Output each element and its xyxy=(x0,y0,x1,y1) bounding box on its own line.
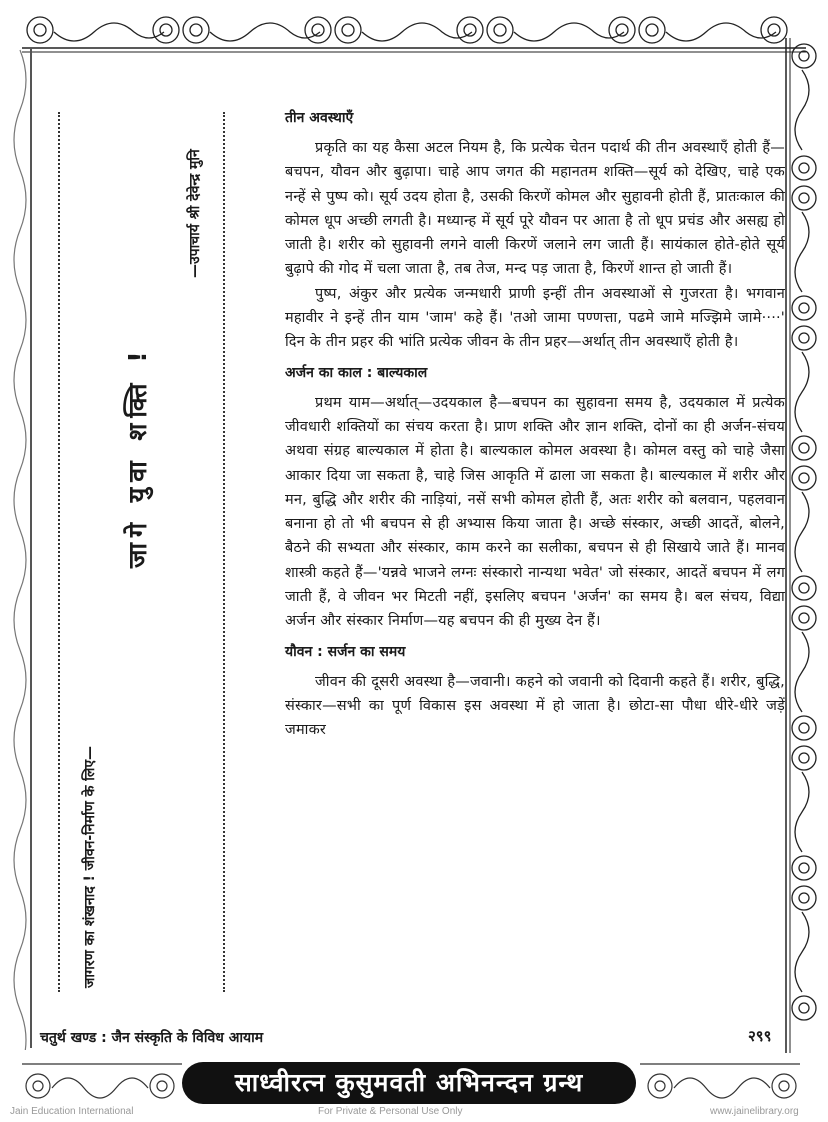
banner-ornament-left xyxy=(22,1060,182,1106)
footer-section-label: चतुर्थ खण्ड : जैन संस्कृति के विविध आयाम xyxy=(40,1030,264,1046)
section-heading: अर्जन का काल : बाल्यकाल xyxy=(285,364,428,381)
paragraph: प्रकृति का यह कैसा अटल नियम है, कि प्रत्येक चेतन पदार्थ की तीन अवस्थाएँ होती हैं—बचपन, यौवन और बुढ़ापा। चाहे आप जगत की महानतम शक्ति—सूर्य को देखिए, चाहे एक नन्हें से पुष्प को। सूर्य उदय होता है, उसकी किरणें कोमल और सुहावनी होती हैं, प्रातःकाल की कोमल धूप अच्छी लगती है। मध्यान्ह में सूर्य पूरे यौवन पर आता है तो धूप प्रचंड और असह्य हो जाती है। शरीर को सुहावनी लगने वाली किरणें जलाने लग जाती हैं। सायंकाल होते-होते सूर्य बुढ़ापे की गोद में चला जाता है, तब तेज, मन्द पड़ जाता है, किरणें शान्त हो जाती हैं। xyxy=(285,140,785,278)
paragraph: प्रथम याम—अर्थात्—उदयकाल है—बचपन का सुहावना समय है, उदयकाल में प्रत्येक जीवधारी शक्तियों का संचय करता है। प्राण शक्ति और ज्ञान शक्ति, दोनों का ही अर्जन-संचय अथवा संग्रह बाल्यकाल में होता है। बाल्यकाल कोमल अवस्था है। कोमल वस्तु को चाहे जैसा आकार दिया जा सकता है, चाहे जिस आकृति में ढाला जा सकता है। बाल्यकाल में शरीर और मन, बुद्धि और शरीर की नाड़ियां, नसें सभी कोमल होती हैं, अतः शरीर को बलवान, पहलवान बनाना हो तो भी बचपन से ही अभ्यास किया जाता है। अच्छे संस्कार, अच्छी आदतें, बोलने, बैठने की सभ्यता और संस्कार, काम करने का सलीका, बचपन से ही सिखाये जाते हैं। मानव शास्त्री कहते हैं—'यन्नवे भाजने लग्नः संस्कारो नान्यथा भवेत' जो संस्कार, आदतें बचपन में लग जाती हैं, वे जीवन भर मिटती नहीं, इसलिए बचपन 'अर्जन' का समय है। बल संचय, विद्या अर्जन और संस्कार निर्माण—यह बचपन की ही मुख्य देन हैं। xyxy=(285,394,785,630)
sidebar-dotted-rule-left xyxy=(58,112,60,992)
paragraph: जीवन की दूसरी अवस्था है—जवानी। कहने को जवानी को दिवानी कहते हैं। शरीर, बुद्धि, संस्कार—सभी का पूर्ण विकास इस अवस्था में हो जाता है। छोटा-सा पौधा धीरे-धीरे जड़ें जमाकर xyxy=(285,673,785,739)
sidebar-subtitle: जागरण का शंखनाद ! जीवन-निर्माण के लिए— xyxy=(82,745,98,988)
left-frame-rule xyxy=(30,48,32,1048)
sidebar-title: जागे युवा शक्ति ! xyxy=(123,345,152,568)
watermark-website[interactable]: www.jainelibrary.org xyxy=(710,1106,799,1117)
paragraph: पुष्प, अंकुर और प्रत्येक जन्मधारी प्राणी इन्हीं तीन अवस्थाओं से गुजरता है। भगवान महावीर ने इन्हें तीन याम 'जाम' कहे हैं। 'तओ जामा पण्णत्ता, पढमे जामे मज्झिमे जामे····' दिन के तीन प्रहर की भांति प्रत्येक जीवन के तीन प्रहर—अर्थात् तीन अवस्थाएँ होती है। xyxy=(285,285,785,351)
banner-ornament-right xyxy=(640,1060,800,1106)
watermark-publisher: Jain Education International xyxy=(10,1106,134,1117)
book-title-banner: साध्वीरत्न कुसुमवती अभिनन्दन ग्रन्थ xyxy=(182,1062,636,1104)
page-number: २९९ xyxy=(748,1027,772,1045)
article-body xyxy=(285,106,785,743)
ornamental-left-border xyxy=(6,40,40,1050)
section-heading: तीन अवस्थाएँ xyxy=(285,110,354,126)
sidebar-author: —उपाचार्य श्री देवेन्द्र मुनि xyxy=(187,149,203,278)
sidebar-dotted-rule-right xyxy=(223,112,225,992)
watermark-usage: For Private & Personal Use Only xyxy=(318,1106,463,1117)
ornamental-top-border xyxy=(18,10,810,54)
section-heading: यौवन : सर्जन का समय xyxy=(285,643,406,660)
